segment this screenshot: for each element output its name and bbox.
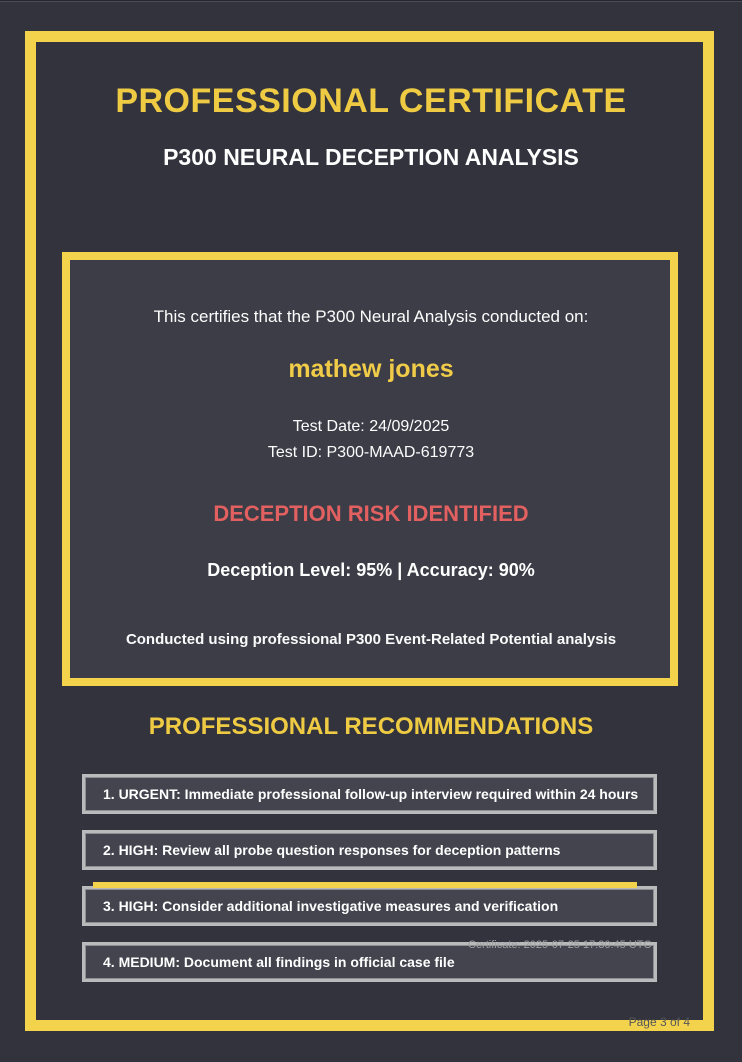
recommendation-item-1: 1. URGENT: Immediate professional follow-up interview required within 24 hours — [85, 777, 654, 811]
deception-metrics: Deception Level: 95% | Accuracy: 90% — [207, 560, 535, 580]
recommendations-heading: PROFESSIONAL RECOMMENDATIONS — [148, 713, 594, 740]
deception-risk-result: DECEPTION RISK IDENTIFIED — [213, 501, 529, 526]
window-top-edge — [0, 0, 742, 2]
certificate-title: PROFESSIONAL CERTIFICATE — [115, 82, 627, 120]
test-id: Test ID: P300-MAAD-619773 — [267, 444, 475, 461]
recommendation-item-4: 4. MEDIUM: Document all findings in official case file — [85, 945, 654, 979]
divider-stripe-overlay — [93, 882, 637, 888]
certify-statement: This certifies that the P300 Neural Analysis conducted on: — [153, 307, 589, 326]
test-date: Test Date: 24/09/2025 — [292, 418, 450, 435]
recommendation-item-3: 3. HIGH: Consider additional investigative measures and verification — [85, 889, 654, 923]
page-number: Page 3 of 4 — [628, 1015, 690, 1029]
certificate-timestamp: Certificate: 2025-07-25 17:30:45 UTC — [468, 939, 652, 951]
certificate-subtitle: P300 NEURAL DECEPTION ANALYSIS — [163, 144, 579, 170]
analysis-method-note: Conducted using professional P300 Event-Related Potential analysis — [125, 631, 617, 648]
recommendation-item-2: 2. HIGH: Review all probe question responses for deception patterns — [85, 833, 654, 867]
subject-name: mathew jones — [288, 355, 454, 383]
